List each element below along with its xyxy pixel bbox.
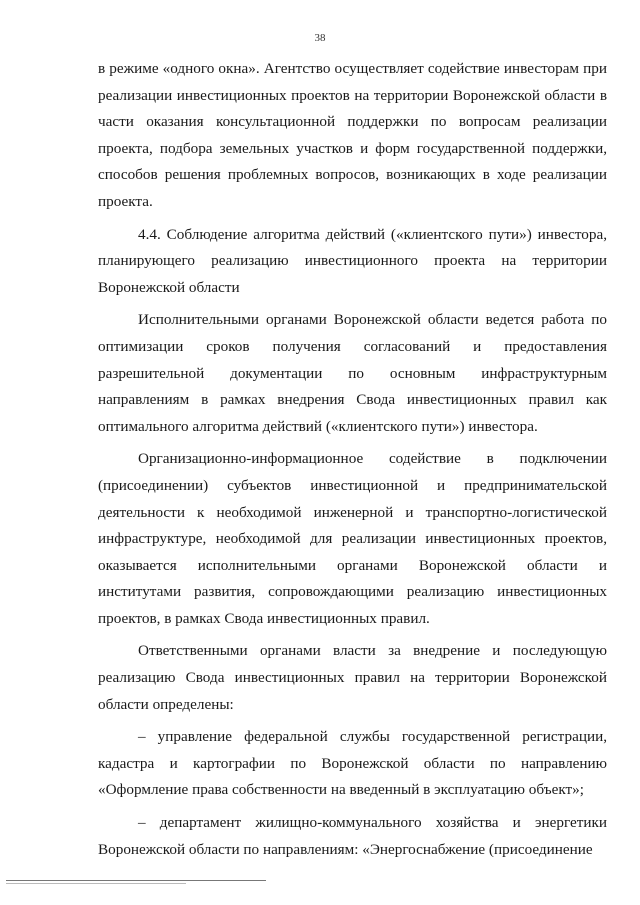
page-number: 38 — [314, 32, 326, 44]
paragraph: Исполнительными органами Воронежской области ведется работа по оптимизации сроков получения согласований и предоставления разрешительной документации по основным инфраструктурным направлениям в рамках внедрения Свода инвестиционных правил как оптимального алгоритма действий («клиентского пути») инвестора. — [98, 311, 607, 435]
list-item: – департамент жилищно-коммунального хозяйства и энергетики Воронежской области по направлениям: «Энергоснабжение (присоединение — [98, 814, 607, 858]
paragraph: Ответственными органами власти за внедрение и последующую реализацию Свода инвестиционных правил на территории Воронежской области определены: — [98, 642, 607, 713]
footer-rule-secondary — [6, 883, 186, 884]
paragraph: Организационно-информационное содействие в подключении (присоединении) субъектов инвестиционной и предпринимательской деятельности к необходимой инженерной и транспортно-логистической инфраструктуре, необходимой для реализации инвестиционных проектов, оказывается исполнительными органами Воронежской области и институтами развития, сопровождающими реализацию инвестиционных проектов, в рамках Свода инвестиционных правил. — [98, 450, 607, 627]
section-heading-4-4: 4.4. Соблюдение алгоритма действий («клиентского пути») инвестора, планирующего реализацию инвестиционного проекта на территории Воронежской области — [98, 225, 607, 296]
list-item: – управление федеральной службы государственной регистрации, кадастра и картографии по Воронежской области по направлению «Оформление права собственности на введенный в эксплуатацию объект»; — [98, 728, 607, 799]
footer-rule — [6, 880, 266, 881]
paragraph-continuation: в режиме «одного окна». Агентство осуществляет содействие инвесторам при реализации инвестиционных проектов на территории Воронежской области в части оказания консультационной поддержки по вопросам реализации проекта, подбора земельных участков и форм государственной поддержки, способов решения проблемных вопросов, возникающих в ходе реализации проекта. — [98, 60, 607, 210]
document-body — [98, 56, 607, 863]
